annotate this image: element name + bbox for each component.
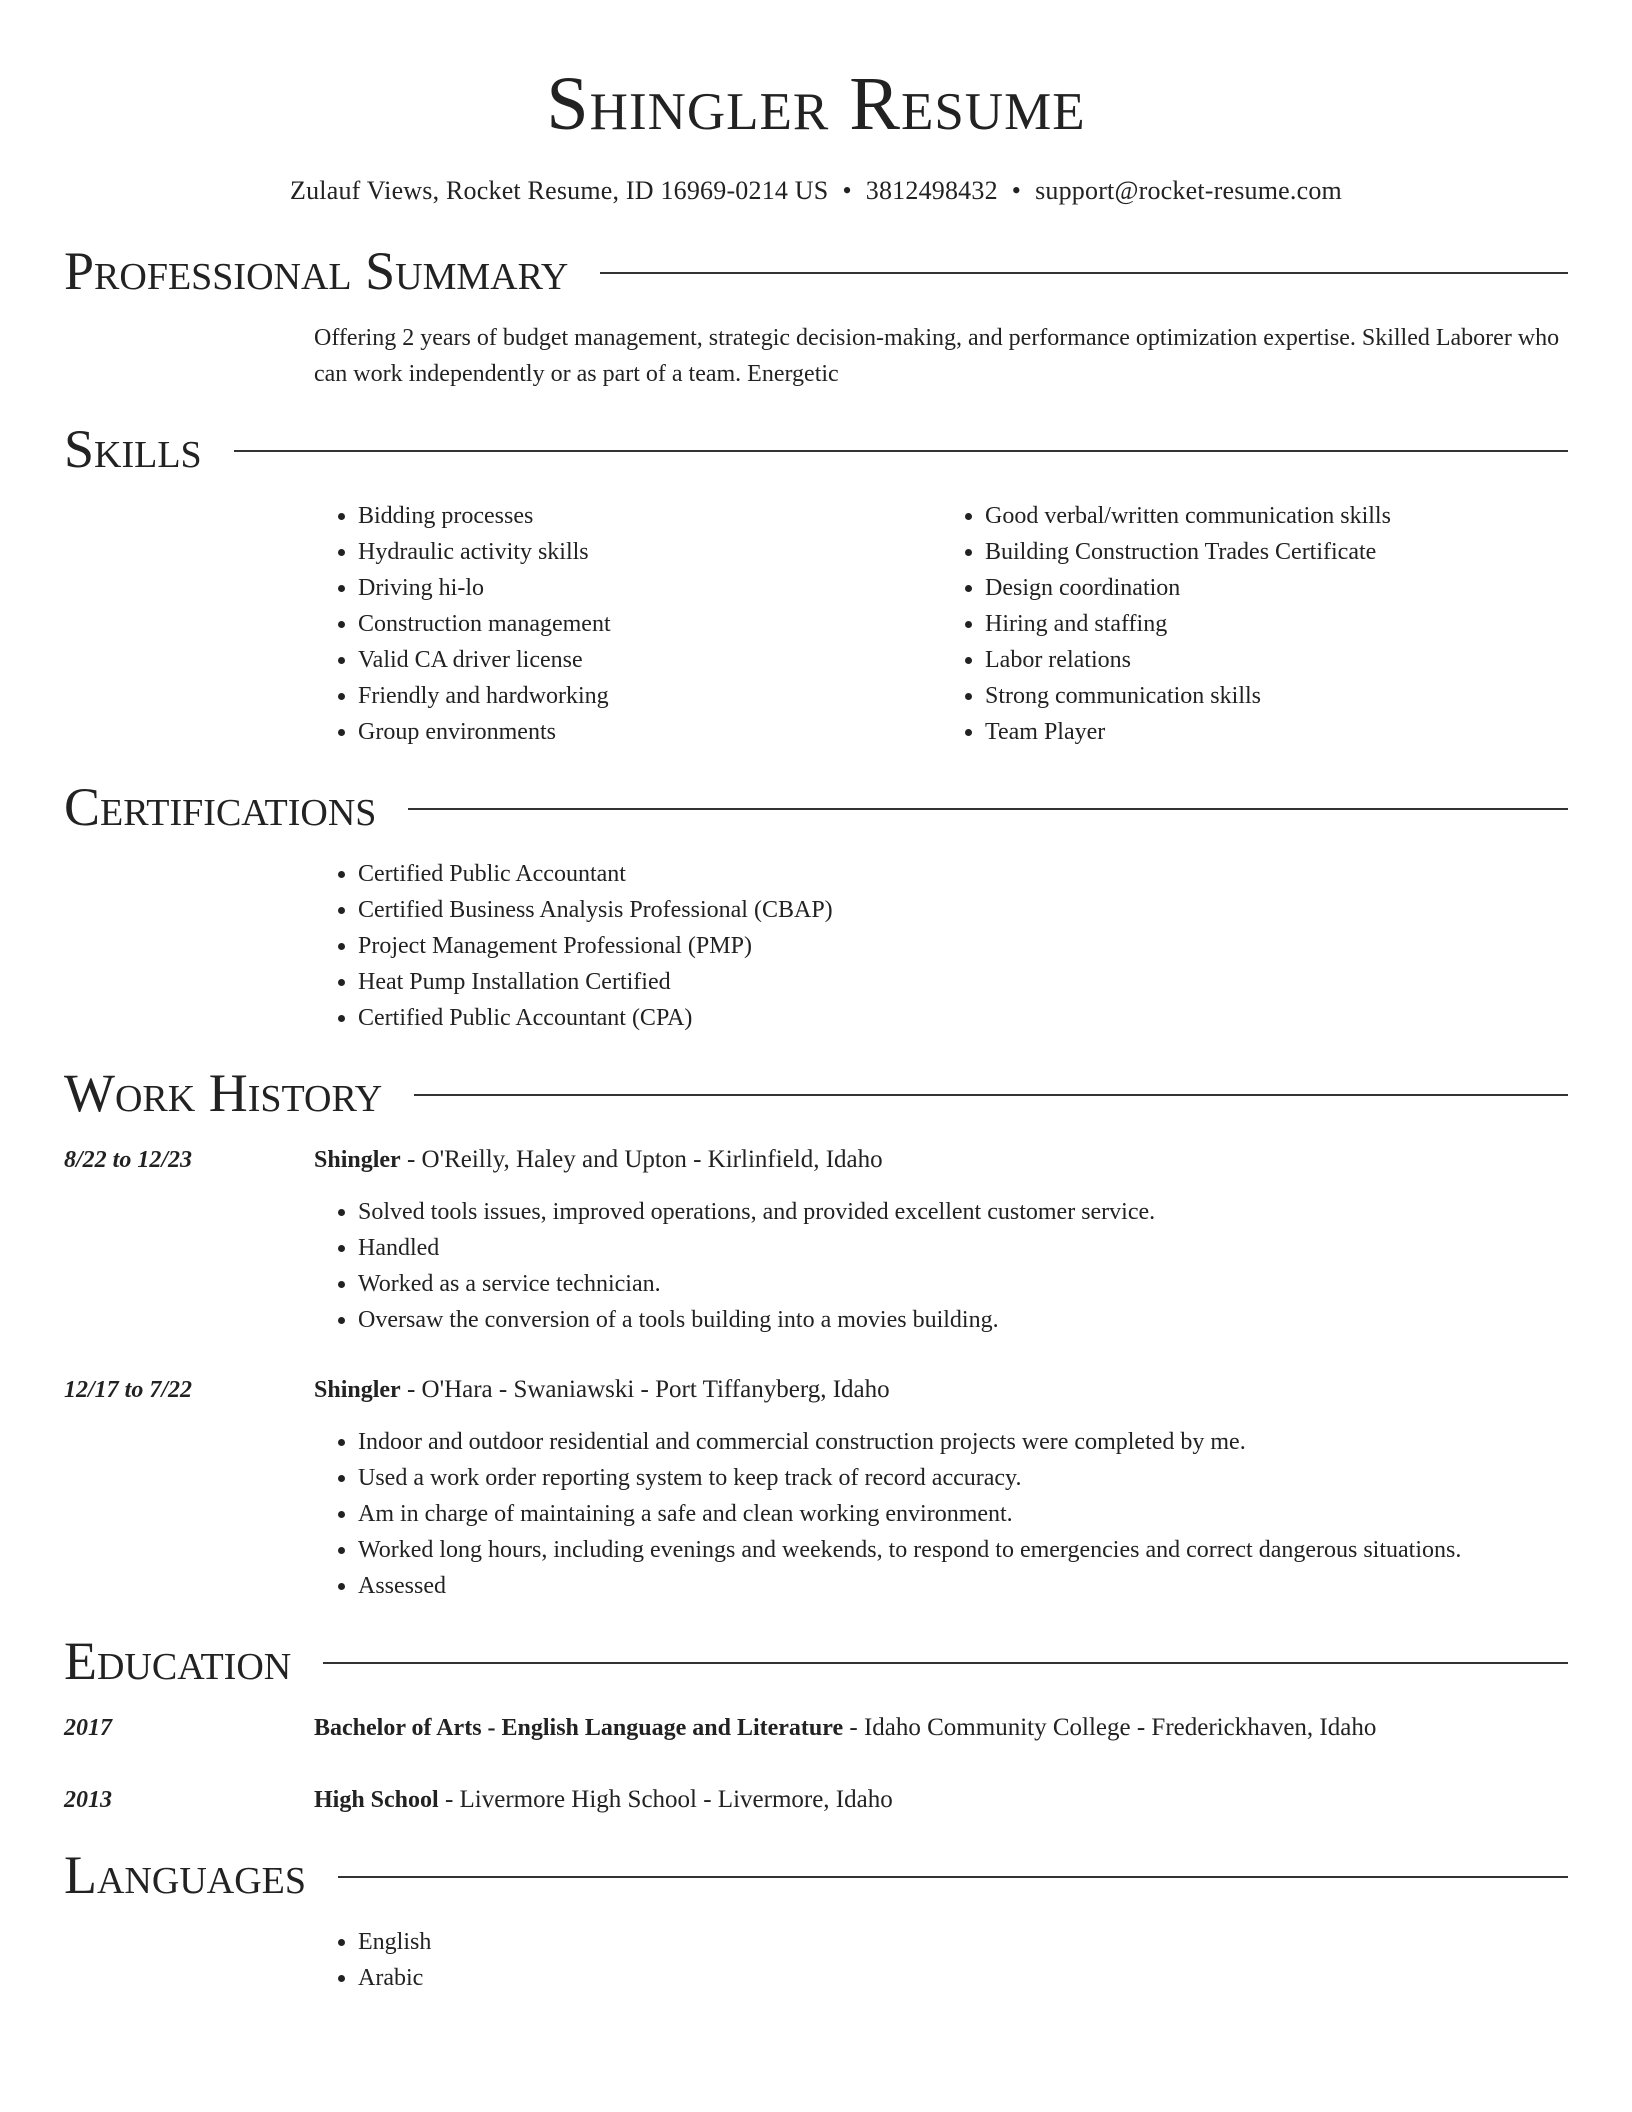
section-languages xyxy=(64,1845,1568,1996)
job-bullet: • Indoor and outdoor residential and commercial construction projects were completed by me. xyxy=(358,1424,1568,1460)
job-entry xyxy=(64,1142,1568,1338)
section-skills xyxy=(64,419,1568,750)
education-degree: Bachelor of Arts - English Language and Literature xyxy=(314,1715,844,1741)
skill-item: • Driving hi-lo xyxy=(358,570,941,606)
education-heading xyxy=(314,1782,1568,1818)
job-bullet: • Used a work order reporting system to keep track of record accuracy. xyxy=(358,1460,1568,1496)
certification-item: • Certified Public Accountant (CPA) xyxy=(358,1000,1568,1036)
education-details: - Idaho Community College - Frederickhaven, Idaho xyxy=(843,1714,1377,1741)
skill-item: • Building Construction Trades Certificate xyxy=(985,534,1568,570)
skill-item: • Construction management xyxy=(358,606,941,642)
section-certifications xyxy=(64,777,1568,1036)
section-title: Skills xyxy=(64,419,202,479)
contact-separator: • xyxy=(842,176,852,205)
skill-item: • Design coordination xyxy=(985,570,1568,606)
skill-item: • Strong communication skills xyxy=(985,678,1568,714)
contact-phone: 3812498432 xyxy=(865,176,998,205)
section-title: Professional Summary xyxy=(64,241,569,301)
education-entry xyxy=(64,1710,1568,1746)
section-education xyxy=(64,1631,1568,1818)
section-title: Certifications xyxy=(64,777,377,837)
job-bullet: • Worked as a service technician. xyxy=(358,1266,1568,1302)
skills-grid xyxy=(314,498,1568,750)
job-heading xyxy=(314,1142,1568,1178)
certifications-body xyxy=(314,856,1568,1036)
skill-item: • Team Player xyxy=(985,714,1568,750)
section-divider xyxy=(323,1662,1568,1664)
education-year: 2013 xyxy=(64,1787,112,1813)
section-title: Work History xyxy=(64,1063,383,1123)
job-bullet: • Am in charge of maintaining a safe and clean working environment. xyxy=(358,1496,1568,1532)
contact-email: support@rocket-resume.com xyxy=(1035,176,1342,205)
language-item: • Arabic xyxy=(358,1960,1568,1996)
section-divider xyxy=(408,808,1568,810)
job-bullet: • Worked long hours, including evenings and weekends, to respond to emergencies and correct dangerous situations. xyxy=(358,1532,1568,1568)
languages-body xyxy=(314,1924,1568,1996)
certification-item: • Certified Business Analysis Professional (CBAP) xyxy=(358,892,1568,928)
contact-separator: • xyxy=(1011,176,1022,205)
summary-text: Offering 2 years of budget management, strategic decision-making, and performance optimization expertise. Skilled Laborer who can work independently or as part of a team. Energetic xyxy=(314,325,1560,387)
contact-address: Zulauf Views, Rocket Resume, ID 16969-0214 US xyxy=(290,176,829,205)
education-entry xyxy=(64,1782,1568,1818)
skills-list-right xyxy=(941,498,1568,750)
job-dates: 12/17 to 7/22 xyxy=(64,1377,193,1403)
job-bullet: • Solved tools issues, improved operations, and provided excellent customer service. xyxy=(358,1194,1568,1230)
section-divider xyxy=(234,450,1568,452)
education-degree: High School xyxy=(314,1787,439,1813)
job-bullet: • Handled xyxy=(358,1230,1568,1266)
job-entry xyxy=(64,1372,1568,1604)
job-bullets xyxy=(314,1424,1568,1604)
skill-item: • Hiring and staffing xyxy=(985,606,1568,642)
education-year: 2017 xyxy=(64,1715,112,1741)
certification-item: • Heat Pump Installation Certified xyxy=(358,964,1568,1000)
contact-line xyxy=(64,176,1568,206)
language-item: • English xyxy=(358,1924,1568,1960)
skill-item: • Hydraulic activity skills xyxy=(358,534,941,570)
education-main xyxy=(314,1710,1568,1746)
certifications-list xyxy=(314,856,1568,1036)
education-details: - Livermore High School - Livermore, Idaho xyxy=(438,1786,893,1813)
section-header xyxy=(64,1063,1568,1123)
certification-item: • Certified Public Accountant xyxy=(358,856,1568,892)
section-header xyxy=(64,419,1568,479)
skill-item: • Good verbal/written communication skills xyxy=(985,498,1568,534)
skills-list-left xyxy=(314,498,941,750)
section-header xyxy=(64,1631,1568,1691)
section-divider xyxy=(338,1876,1568,1878)
section-professional-summary xyxy=(64,241,1568,392)
job-main xyxy=(314,1372,1568,1604)
section-title: Education xyxy=(64,1631,292,1691)
section-divider xyxy=(414,1094,1568,1096)
job-role: Shingler xyxy=(314,1147,401,1173)
section-header xyxy=(64,241,1568,301)
skill-item: • Bidding processes xyxy=(358,498,941,534)
skill-item: • Group environments xyxy=(358,714,941,750)
section-title: Languages xyxy=(64,1845,306,1905)
job-main xyxy=(314,1142,1568,1338)
education-heading xyxy=(314,1710,1568,1746)
job-details: - O'Reilly, Haley and Upton - Kirlinfield, Idaho xyxy=(400,1146,883,1173)
section-header xyxy=(64,777,1568,837)
certification-item: • Project Management Professional (PMP) xyxy=(358,928,1568,964)
section-divider xyxy=(600,272,1568,274)
skill-item: • Valid CA driver license xyxy=(358,642,941,678)
section-work-history xyxy=(64,1063,1568,1604)
job-dates: 8/22 to 12/23 xyxy=(64,1147,193,1173)
job-bullet: • Assessed xyxy=(358,1568,1568,1604)
job-role: Shingler xyxy=(314,1377,401,1403)
section-header xyxy=(64,1845,1568,1905)
job-heading xyxy=(314,1372,1568,1408)
job-bullet: • Oversaw the conversion of a tools building into a movies building. xyxy=(358,1302,1568,1338)
resume-name: Shingler Resume xyxy=(546,62,1086,146)
education-main xyxy=(314,1782,1568,1818)
languages-list xyxy=(314,1924,1568,1996)
job-details: - O'Hara - Swaniawski - Port Tiffanyberg, Idaho xyxy=(400,1376,890,1403)
job-bullets xyxy=(314,1194,1568,1338)
skill-item: • Labor relations xyxy=(985,642,1568,678)
skill-item: • Friendly and hardworking xyxy=(358,678,941,714)
